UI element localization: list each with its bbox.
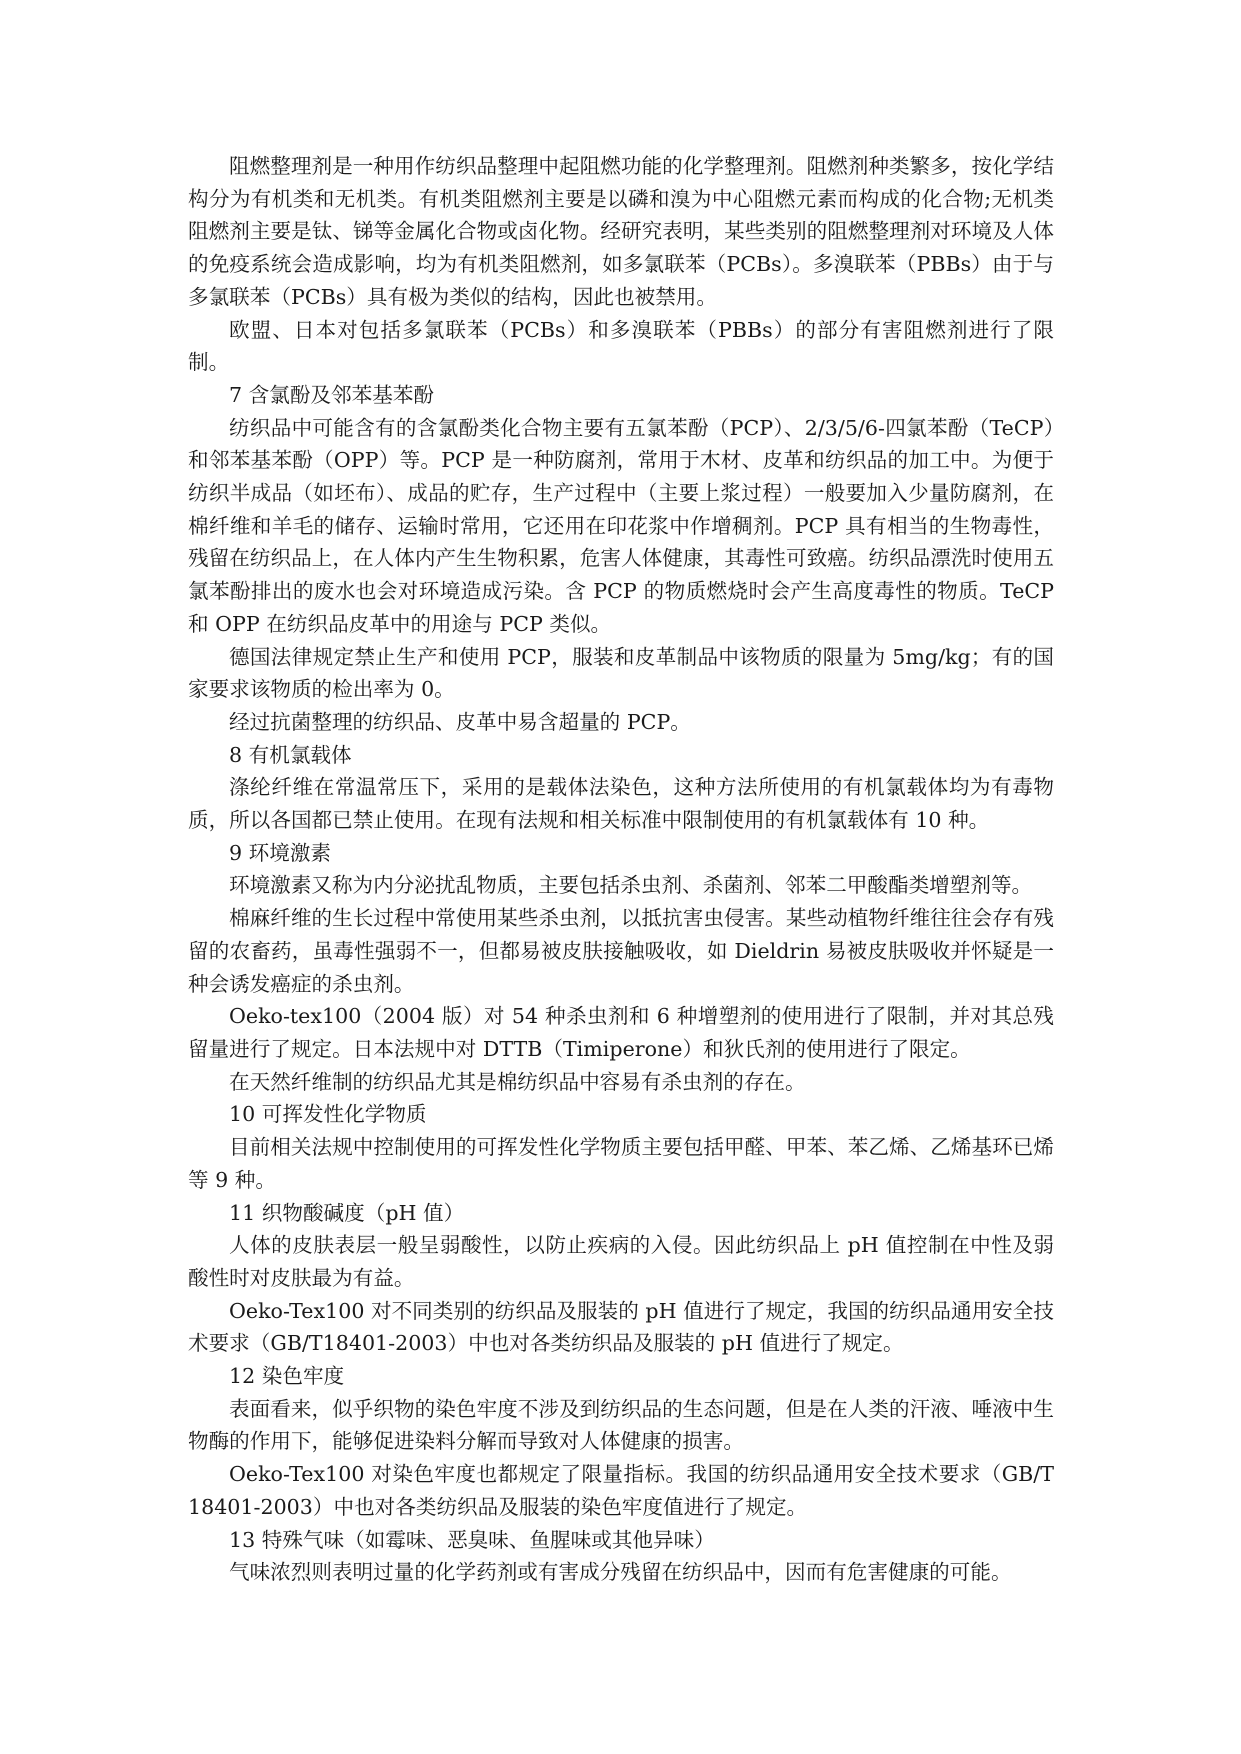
paragraph: 环境激素又称为内分泌扰乱物质，主要包括杀虫剂、杀菌剂、邻苯二甲酸酯类增塑剂等。 (229, 873, 1033, 898)
section-heading: 9 环境激素 (229, 840, 332, 865)
paragraph: 人体的皮肤表层一般呈弱酸性，以防止疾病的入侵。因此纺织品上 pH 值控制在中性及弱酸性时对皮肤最为有益。 (188, 1233, 1054, 1290)
paragraph: 德国法律规定禁止生产和使用 PCP，服装和皮革制品中该物质的限量为 5mg/kg；有的国家要求该物质的检出率为 0。 (188, 644, 1054, 702)
paragraph: 经过抗菌整理的纺织品、皮革中易含超量的 PCP。 (229, 709, 691, 734)
section-heading: 11 织物酸碱度（pH 值） (229, 1200, 465, 1225)
paragraph: Oeko-Tex100 对染色牢度也都规定了限量指标。我国的纺织品通用安全技术要求（GB/T18401-2003）中也对各类纺织品及服装的染色牢度值进行了规定。 (188, 1462, 1054, 1519)
paragraph: 在天然纤维制的纺织品尤其是棉纺织品中容易有杀虫剂的存在。 (229, 1069, 806, 1094)
paragraph: 气味浓烈则表明过量的化学药剂或有害成分残留在纺织品中，因而有危害健康的可能。 (229, 1560, 1012, 1585)
paragraph: 纺织品中可能含有的含氯酚类化合物主要有五氯苯酚（PCP）、2/3/5/6-四氯苯酚（TeCP）和邻苯基苯酚（OPP）等。PCP 是一种防腐剂，常用于木材、皮革和纺织品的加工中。为便于纺织半成品（如坯布）、成品的贮存，生产过程中（主要上浆过程）一般要加入少量防腐剂，在棉纤维和羊毛的储存、运输时常用，它还用在印花浆中作增稠剂。PCP 具有相当的生物毒性，残留在纺织品上，在人体内产生生物积累，危害人体健康，其毒性可致癌。纺织品漂洗时使用五氯苯酚排出的废水也会对环境造成污染。含 PCP 的物质燃烧时会产生高度毒性的物质。TeCP 和 OPP 在纺织品皮革中的用途与 PCP 类似。 (188, 415, 1054, 636)
paragraph: Oeko-tex100（2004 版）对 54 种杀虫剂和 6 种增塑剂的使用进行了限制，并对其总残留量进行了规定。日本法规中对 DTTB（Timiperone）和狄氏剂的使用进行了限定。 (188, 1004, 1054, 1061)
paragraph: Oeko-Tex100 对不同类别的纺织品及服装的 pH 值进行了规定，我国的纺织品通用安全技术要求（GB/T18401-2003）中也对各类纺织品及服装的 pH 值进行了规定。 (188, 1298, 1054, 1356)
section-heading: 13 特殊气味（如霉味、恶臭味、鱼腥味或其他异味） (229, 1527, 715, 1552)
section-heading: 12 染色牢度 (229, 1364, 345, 1389)
section-heading: 7 含氯酚及邻苯基苯酚 (229, 382, 434, 407)
paragraph: 表面看来，似乎织物的染色牢度不涉及到纺织品的生态问题，但是在人类的汗液、唾液中生物酶的作用下，能够促进染料分解而导致对人体健康的损害。 (188, 1396, 1054, 1454)
paragraph: 目前相关法规中控制使用的可挥发性化学物质主要包括甲醛、甲苯、苯乙烯、乙烯基环已烯等 9 种。 (188, 1135, 1054, 1192)
paragraph: 涤纶纤维在常温常压下，采用的是载体法染色，这种方法所使用的有机氯载体均为有毒物质，所以各国都已禁止使用。在现有法规和相关标准中限制使用的有机氯载体有 10 种。 (188, 775, 1054, 833)
section-heading: 8 有机氯载体 (229, 742, 352, 767)
section-heading: 10 可挥发性化学物质 (229, 1102, 427, 1127)
document-body (188, 150, 1054, 1589)
paragraph: 欧盟、日本对包括多氯联苯（PCBs）和多溴联苯（PBBs）的部分有害阻燃剂进行了限制。 (188, 317, 1054, 375)
paragraph: 棉麻纤维的生长过程中常使用某些杀虫剂，以抵抗害虫侵害。某些动植物纤维往往会存有残留的农畜药，虽毒性强弱不一，但都易被皮肤接触吸收，如 Dieldrin 易被皮肤吸收并怀疑是一种会诱发癌症的杀虫剂。 (188, 906, 1054, 996)
paragraph: 阻燃整理剂是一种用作纺织品整理中起阻燃功能的化学整理剂。阻燃剂种类繁多，按化学结构分为有机类和无机类。有机类阻燃剂主要是以磷和溴为中心阻燃元素而构成的化合物;无机类阻燃剂主要是钛、锑等金属化合物或卤化物。经研究表明，某些类别的阻燃整理剂对环境及人体的免疫系统会造成影响，均为有机类阻燃剂，如多氯联苯（PCBs）。多溴联苯（PBBs）由于与多氯联苯（PCBs）具有极为类似的结构，因此也被禁用。 (188, 154, 1054, 309)
